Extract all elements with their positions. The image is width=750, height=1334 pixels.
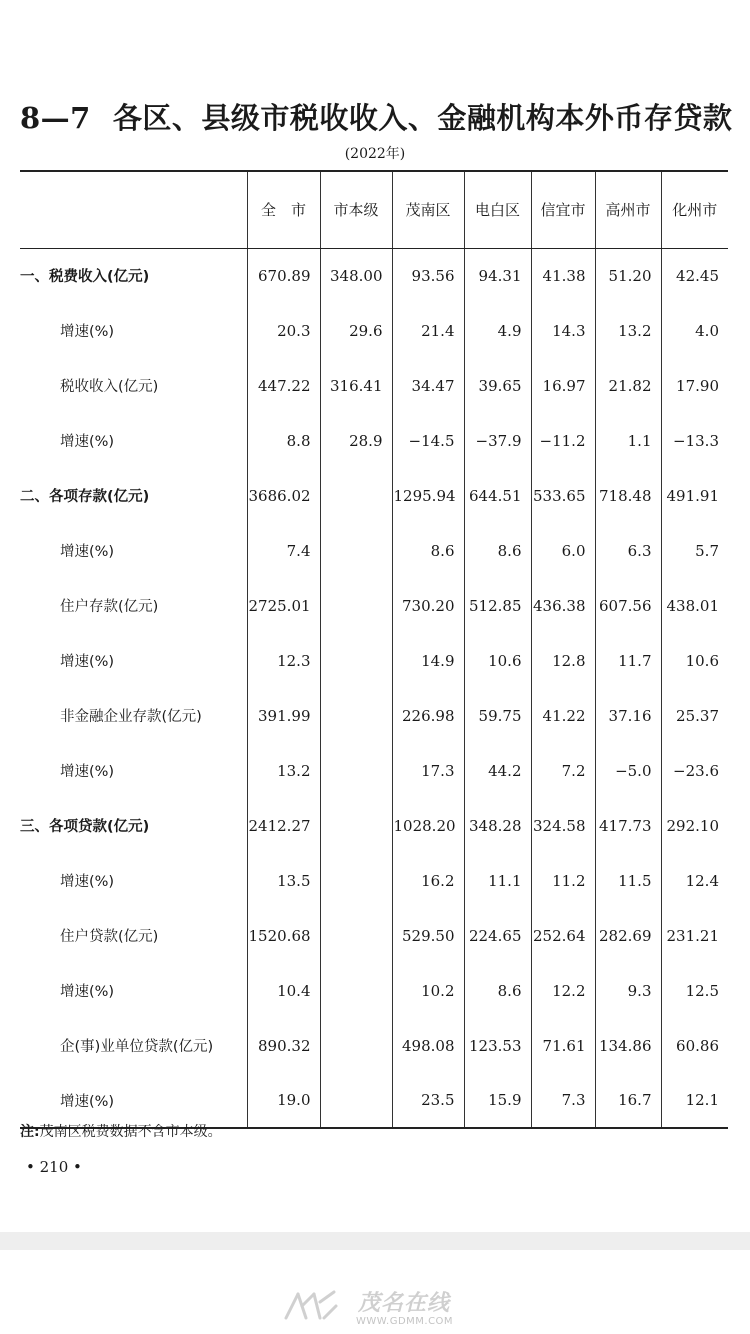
table-cell: 7.2: [531, 743, 595, 798]
table-cell: 39.65: [464, 358, 531, 413]
table-cell: [320, 633, 392, 688]
table-cell: 60.86: [661, 1018, 728, 1073]
table-cell: 44.2: [464, 743, 531, 798]
table-cell: 324.58: [531, 798, 595, 853]
page-separator: [0, 1232, 750, 1250]
row-label: 二、各项存款(亿元): [20, 489, 150, 505]
table-cell: 491.91: [661, 468, 728, 523]
header-cell: 信宜市: [531, 171, 595, 248]
row-label: 增速(%): [60, 654, 115, 670]
table-cell: 11.5: [595, 853, 661, 908]
table-cell: 730.20: [392, 578, 464, 633]
table-cell: 718.48: [595, 468, 661, 523]
table-cell: 13.2: [247, 743, 320, 798]
table-cell: 21.82: [595, 358, 661, 413]
row-label: 增速(%): [60, 544, 115, 560]
table-row: [20, 303, 728, 358]
table-row: [20, 358, 728, 413]
table-cell: 890.32: [247, 1018, 320, 1073]
table-cell: 8.6: [464, 523, 531, 578]
table-cell: 41.22: [531, 688, 595, 743]
table-cell: 41.38: [531, 248, 595, 303]
footnote-text: 茂南区税费数据不含市本级。: [39, 1124, 222, 1140]
table-row: [20, 963, 728, 1018]
table-cell: 12.8: [531, 633, 595, 688]
table-cell: 224.65: [464, 908, 531, 963]
table-cell: 5.7: [661, 523, 728, 578]
table-cell: 12.1: [661, 1073, 728, 1128]
table-cell: 10.4: [247, 963, 320, 1018]
table-cell: 34.47: [392, 358, 464, 413]
table-cell: 226.98: [392, 688, 464, 743]
table-number: 8—7: [20, 101, 91, 135]
footnote: [20, 1121, 222, 1141]
table-cell: [320, 578, 392, 633]
table-cell: 3686.02: [247, 468, 320, 523]
row-label: 住户存款(亿元): [60, 599, 159, 615]
table-cell: 23.5: [392, 1073, 464, 1128]
table-cell: 4.0: [661, 303, 728, 358]
table-row: [20, 523, 728, 578]
table-cell: 10.6: [661, 633, 728, 688]
row-label: 三、各项贷款(亿元): [20, 819, 150, 835]
table-cell: 8.6: [392, 523, 464, 578]
table-cell: 6.0: [531, 523, 595, 578]
row-label: 住户贷款(亿元): [60, 929, 159, 945]
table-cell: 644.51: [464, 468, 531, 523]
table-cell: −23.6: [661, 743, 728, 798]
watermark-url: WWW.GDMM.COM: [356, 1316, 454, 1327]
row-label: 增速(%): [20, 1073, 247, 1128]
table-cell: 436.38: [531, 578, 595, 633]
table-row: [20, 688, 728, 743]
table-cell: −14.5: [392, 413, 464, 468]
row-label: 增速(%): [60, 984, 115, 1000]
table-cell: 231.21: [661, 908, 728, 963]
maoming-logo-icon: [280, 1288, 340, 1324]
table-cell: −37.9: [464, 413, 531, 468]
table-row: [20, 743, 728, 798]
table-cell: [320, 468, 392, 523]
table-cell: 17.3: [392, 743, 464, 798]
table-cell: 16.7: [595, 1073, 661, 1128]
table-cell: 607.56: [595, 578, 661, 633]
row-label: 企(事)业单位贷款(亿元): [60, 1039, 214, 1055]
header-cell: 市本级: [320, 171, 392, 248]
table-cell: 1.1: [595, 413, 661, 468]
header-cell: 化州市: [661, 171, 728, 248]
table-title: [20, 96, 740, 137]
table-cell: 348.00: [320, 248, 392, 303]
table-cell: 2725.01: [247, 578, 320, 633]
table-cell: 498.08: [392, 1018, 464, 1073]
table-cell: 12.2: [531, 963, 595, 1018]
table-row: [20, 248, 728, 303]
table-cell: 6.3: [595, 523, 661, 578]
table-cell: 529.50: [392, 908, 464, 963]
table-cell: 1028.20: [392, 798, 464, 853]
table-cell: [320, 743, 392, 798]
table-cell: 13.2: [595, 303, 661, 358]
table-cell: [320, 523, 392, 578]
table-year: (2022年): [344, 146, 406, 162]
table-cell: 11.2: [531, 853, 595, 908]
table-cell: [320, 1073, 392, 1128]
row-label: 增速(%): [60, 434, 115, 450]
header-cell: 高州市: [595, 171, 661, 248]
table-row: [20, 468, 728, 523]
table-cell: 8.6: [464, 963, 531, 1018]
table-cell: 93.56: [392, 248, 464, 303]
table-cell: 25.37: [661, 688, 728, 743]
table-row: [20, 578, 728, 633]
table-row: [20, 1073, 728, 1128]
table-cell: 1520.68: [247, 908, 320, 963]
header-cell: 茂南区: [392, 171, 464, 248]
table-cell: 438.01: [661, 578, 728, 633]
table-row: [20, 798, 728, 853]
table-row: [20, 413, 728, 468]
table-cell: 51.20: [595, 248, 661, 303]
table-cell: 19.0: [247, 1073, 320, 1128]
table-cell: [320, 688, 392, 743]
table-cell: 11.7: [595, 633, 661, 688]
table-cell: −5.0: [595, 743, 661, 798]
row-label: 非金融企业存款(亿元): [60, 709, 202, 725]
table-cell: 94.31: [464, 248, 531, 303]
table-cell: 42.45: [661, 248, 728, 303]
table-cell: 252.64: [531, 908, 595, 963]
table-cell: 11.1: [464, 853, 531, 908]
table-cell: 10.2: [392, 963, 464, 1018]
table-cell: 512.85: [464, 578, 531, 633]
table-cell: 13.5: [247, 853, 320, 908]
table-cell: [320, 963, 392, 1018]
table-title-text: 各区、县级市税收收入、金融机构本外币存贷款: [112, 101, 733, 135]
table-cell: [320, 1018, 392, 1073]
table-cell: 282.69: [595, 908, 661, 963]
table-cell: [320, 798, 392, 853]
table-cell: 9.3: [595, 963, 661, 1018]
table-row: [20, 853, 728, 908]
table-cell: 71.61: [531, 1018, 595, 1073]
table-cell: 14.3: [531, 303, 595, 358]
watermark-brand: 茂名在线: [358, 1291, 451, 1316]
header-cell: 电白区: [464, 171, 531, 248]
table-row: [20, 633, 728, 688]
table-cell: 16.97: [531, 358, 595, 413]
table-cell: 447.22: [247, 358, 320, 413]
table-cell: 4.9: [464, 303, 531, 358]
table-cell: 316.41: [320, 358, 392, 413]
table-cell: 15.9: [464, 1073, 531, 1128]
table-cell: 533.65: [531, 468, 595, 523]
table-cell: 417.73: [595, 798, 661, 853]
header-cell: 全 市: [247, 171, 320, 248]
footnote-label: 注:: [20, 1124, 40, 1140]
row-label: 一、税费收入(亿元): [20, 269, 150, 286]
row-label: 增速(%): [60, 324, 115, 340]
table-cell: 14.9: [392, 633, 464, 688]
page-number: • 210 •: [26, 1158, 82, 1176]
table-cell: 16.2: [392, 853, 464, 908]
table-cell: 37.16: [595, 688, 661, 743]
table-row: [20, 908, 728, 963]
table-cell: 12.3: [247, 633, 320, 688]
table-cell: 59.75: [464, 688, 531, 743]
watermark: [272, 1286, 482, 1330]
row-label: 增速(%): [60, 764, 115, 780]
table-cell: 7.4: [247, 523, 320, 578]
table-cell: 10.6: [464, 633, 531, 688]
table-cell: 29.6: [320, 303, 392, 358]
table-cell: 7.3: [531, 1073, 595, 1128]
table-cell: 12.4: [661, 853, 728, 908]
table-cell: 1295.94: [392, 468, 464, 523]
table-cell: 2412.27: [247, 798, 320, 853]
table-body: [20, 248, 728, 1128]
table-header-row: [20, 171, 728, 248]
table-cell: 292.10: [661, 798, 728, 853]
table-row: [20, 1018, 728, 1073]
row-label: 税收收入(亿元): [60, 379, 159, 395]
table-cell: 134.86: [595, 1018, 661, 1073]
table-cell: −13.3: [661, 413, 728, 468]
table-cell: 8.8: [247, 413, 320, 468]
table-cell: 391.99: [247, 688, 320, 743]
statistics-table: [20, 170, 728, 1129]
table-cell: −11.2: [531, 413, 595, 468]
table-cell: 20.3: [247, 303, 320, 358]
table-cell: 348.28: [464, 798, 531, 853]
table-cell: 28.9: [320, 413, 392, 468]
table-cell: 123.53: [464, 1018, 531, 1073]
table-cell: 17.90: [661, 358, 728, 413]
table-cell: 670.89: [247, 248, 320, 303]
table-cell: 12.5: [661, 963, 728, 1018]
table-cell: 21.4: [392, 303, 464, 358]
table-cell: [320, 908, 392, 963]
table-cell: [320, 853, 392, 908]
header-label-cell: [20, 171, 247, 248]
row-label: 增速(%): [60, 874, 115, 890]
